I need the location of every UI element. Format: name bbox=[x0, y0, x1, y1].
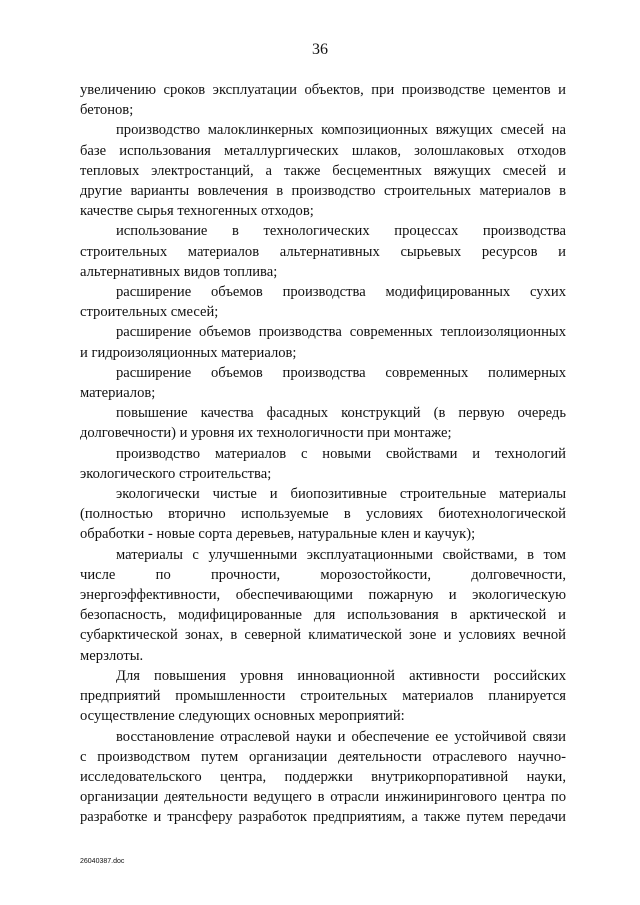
text-line: Для повышения уровня инновационной активности российских bbox=[116, 667, 566, 684]
text-line: с производством путем организации деятельности отраслевого научно- bbox=[80, 748, 566, 765]
text-line: экологического строительства; bbox=[80, 465, 272, 482]
text-line: производство малоклинкерных композиционных вяжущих смесей на bbox=[116, 122, 566, 139]
text-line: другие варианты вовлечения в производство строительных материалов в bbox=[80, 183, 566, 200]
text-line: базе использования металлургических шлаков, золошлаковых отходов bbox=[80, 142, 566, 159]
text-line: повышение качества фасадных конструкций (в первую очередь bbox=[116, 405, 566, 422]
text-line: материалов; bbox=[80, 385, 156, 402]
text-line: расширение объемов производства современных полимерных bbox=[116, 364, 566, 381]
footer-filename: 26040387.doc bbox=[80, 858, 125, 865]
text-line: безопасность, модифицированные для использования в арктической и bbox=[80, 607, 566, 624]
text-line: увеличению сроков эксплуатации объектов, при производстве цементов и bbox=[80, 82, 566, 98]
text-line: разработке и трансферу разработок предприятиям, а также путем передачи bbox=[80, 809, 566, 826]
text-line: субарктической зонах, в северной климатической зоне и условиях вечной bbox=[80, 627, 566, 644]
text-line: использование в технологических процессах производства bbox=[116, 223, 566, 240]
text-line: осуществление следующих основных мероприятий: bbox=[80, 708, 405, 725]
text-line: материалы с улучшенными эксплуатационными свойствами, в том bbox=[116, 546, 566, 563]
text-line: строительных смесей; bbox=[80, 304, 219, 321]
text-line: строительных материалов альтернативных сырьевых ресурсов и bbox=[80, 243, 566, 260]
text-line: числе по прочности, морозостойкости, долговечности, bbox=[80, 566, 566, 583]
page-number: 36 bbox=[312, 41, 328, 58]
text-line: и гидроизоляционных материалов; bbox=[80, 344, 297, 361]
text-line: исследовательского центра, поддержки внутрикорпоративной науки, bbox=[80, 768, 566, 785]
text-line: экологически чистые и биопозитивные строительные материалы bbox=[116, 486, 566, 503]
text-line: бетонов; bbox=[80, 102, 134, 119]
text-line: расширение объемов производства современных теплоизоляционных bbox=[116, 324, 566, 341]
text-line: долговечности) и уровня их технологичности при монтаже; bbox=[80, 425, 452, 442]
text-line: энергоэффективности, обеспечивающими пожарную и экологическую bbox=[80, 587, 566, 604]
text-line: предприятий промышленности строительных материалов планируется bbox=[80, 688, 566, 705]
text-line: альтернативных видов топлива; bbox=[80, 263, 278, 280]
text-line: организации деятельности ведущего в отрасли инжинирингового центра по bbox=[80, 789, 566, 806]
text-line: качестве сырья техногенных отходов; bbox=[80, 203, 314, 220]
text-line: тепловых электростанций, а также бесцементных вяжущих смесей и bbox=[80, 162, 566, 179]
text-line: расширение объемов производства модифицированных сухих bbox=[116, 284, 566, 301]
text-line: восстановление отраслевой науки и обеспечение ее устойчивой связи bbox=[116, 728, 566, 745]
text-line: производство материалов с новыми свойствами и технологий bbox=[116, 445, 566, 462]
text-line: обработки - новые сорта деревьев, натуральные клен и каучук); bbox=[80, 526, 476, 543]
text-line: (полностью вторично используемые в условиях биотехнологической bbox=[80, 506, 566, 523]
document-body bbox=[80, 80, 566, 828]
text-line: мерзлоты. bbox=[80, 647, 144, 664]
